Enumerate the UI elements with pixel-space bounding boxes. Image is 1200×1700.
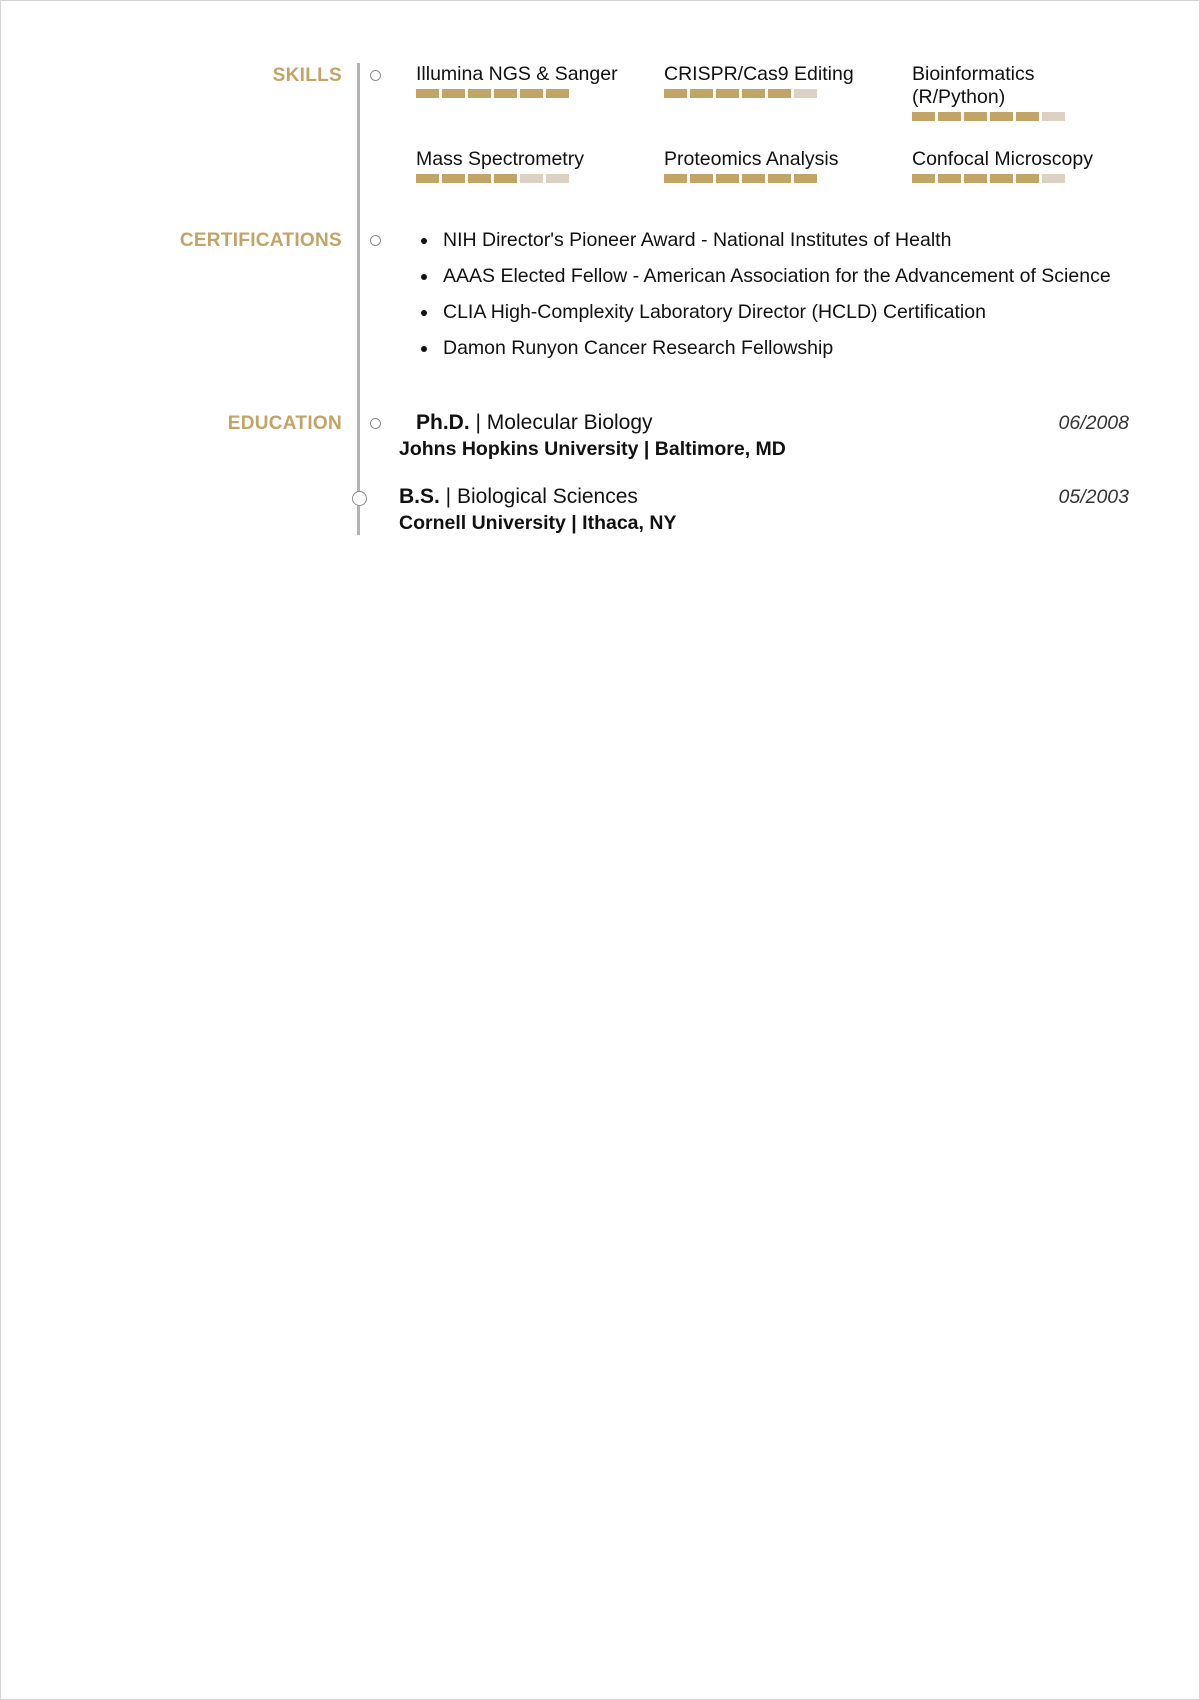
skill-segment-empty xyxy=(794,89,817,98)
education-field: Molecular Biology xyxy=(486,411,653,434)
skill-segment-empty xyxy=(520,174,543,183)
education-degree: B.S. xyxy=(399,485,440,508)
skill-item xyxy=(912,63,1112,121)
education-entry xyxy=(399,410,1129,461)
skill-segment-filled xyxy=(690,89,713,98)
skill-segment-filled xyxy=(716,174,739,183)
skill-segment-filled xyxy=(938,112,961,121)
skill-name: CRISPR/Cas9 Editing xyxy=(664,63,854,85)
skill-segment-filled xyxy=(768,89,791,98)
skill-item xyxy=(664,148,889,183)
section-title-certifications: CERTIFICATIONS xyxy=(179,230,342,251)
skill-level-bar xyxy=(416,89,641,98)
skill-segment-empty xyxy=(1042,174,1065,183)
skill-level-bar xyxy=(912,174,1137,183)
timeline-dot-certifications-icon xyxy=(370,235,381,246)
skill-segment-empty xyxy=(1042,112,1065,121)
education-separator: | xyxy=(439,485,457,508)
education-institution: Cornell University | Ithaca, NY xyxy=(399,512,677,534)
skill-segment-filled xyxy=(938,174,961,183)
skill-segment-filled xyxy=(912,112,935,121)
skill-level-bar xyxy=(912,112,1112,121)
timeline-dot-education-icon xyxy=(370,418,381,429)
skill-segment-filled xyxy=(716,89,739,98)
skill-segment-filled xyxy=(494,89,517,98)
skill-segment-filled xyxy=(664,174,687,183)
section-title-skills: SKILLS xyxy=(272,65,342,86)
timeline-dot-education-secondary-icon xyxy=(352,491,367,506)
skill-segment-filled xyxy=(964,174,987,183)
skill-level-bar xyxy=(664,89,889,98)
certification-item: AAAS Elected Fellow - American Association for the Advancement of Science xyxy=(419,265,1111,301)
skill-segment-filled xyxy=(416,89,439,98)
skill-level-bar xyxy=(416,174,641,183)
skill-segment-filled xyxy=(416,174,439,183)
skill-segment-filled xyxy=(520,89,543,98)
skill-name: Bioinformatics (R/Python) xyxy=(912,63,1035,108)
timeline-dot-skills-icon xyxy=(370,70,381,81)
skill-item xyxy=(416,148,641,183)
skill-name: Confocal Microscopy xyxy=(912,148,1093,170)
skill-segment-filled xyxy=(964,112,987,121)
skill-name: Proteomics Analysis xyxy=(664,148,839,170)
skill-segment-filled xyxy=(546,89,569,98)
skill-segment-filled xyxy=(1016,174,1039,183)
skill-segment-filled xyxy=(742,89,765,98)
skill-level-bar xyxy=(664,174,889,183)
skill-segment-filled xyxy=(468,174,491,183)
skill-item xyxy=(912,148,1137,183)
skill-segment-filled xyxy=(1016,112,1039,121)
certifications-list xyxy=(419,229,1111,373)
education-field: Biological Sciences xyxy=(456,485,638,508)
skill-segment-filled xyxy=(742,174,765,183)
skill-name: Mass Spectrometry xyxy=(416,148,584,170)
skill-segment-filled xyxy=(912,174,935,183)
certification-item: Damon Runyon Cancer Research Fellowship xyxy=(419,337,1111,373)
skill-segment-filled xyxy=(990,174,1013,183)
skill-segment-filled xyxy=(990,112,1013,121)
skill-item xyxy=(664,63,889,98)
skill-segment-filled xyxy=(442,89,465,98)
education-entry xyxy=(399,484,1129,535)
certification-item: CLIA High-Complexity Laboratory Director (HCLD) Certification xyxy=(419,301,1111,337)
education-degree: Ph.D. xyxy=(416,411,470,434)
education-date: 06/2008 xyxy=(1058,412,1129,434)
skill-segment-empty xyxy=(546,174,569,183)
skill-segment-filled xyxy=(794,174,817,183)
education-separator: | xyxy=(469,411,487,434)
skill-segment-filled xyxy=(664,89,687,98)
skill-segment-filled xyxy=(442,174,465,183)
skill-name: Illumina NGS & Sanger xyxy=(416,63,618,85)
section-title-education: EDUCATION xyxy=(227,413,342,434)
skill-segment-filled xyxy=(468,89,491,98)
timeline-line xyxy=(357,63,360,535)
certification-item: NIH Director's Pioneer Award - National Institutes of Health xyxy=(419,229,1111,265)
education-institution: Johns Hopkins University | Baltimore, MD xyxy=(399,438,786,460)
skill-segment-filled xyxy=(494,174,517,183)
education-date: 05/2003 xyxy=(1058,486,1129,508)
skill-segment-filled xyxy=(690,174,713,183)
skill-segment-filled xyxy=(768,174,791,183)
skill-item xyxy=(416,63,641,98)
